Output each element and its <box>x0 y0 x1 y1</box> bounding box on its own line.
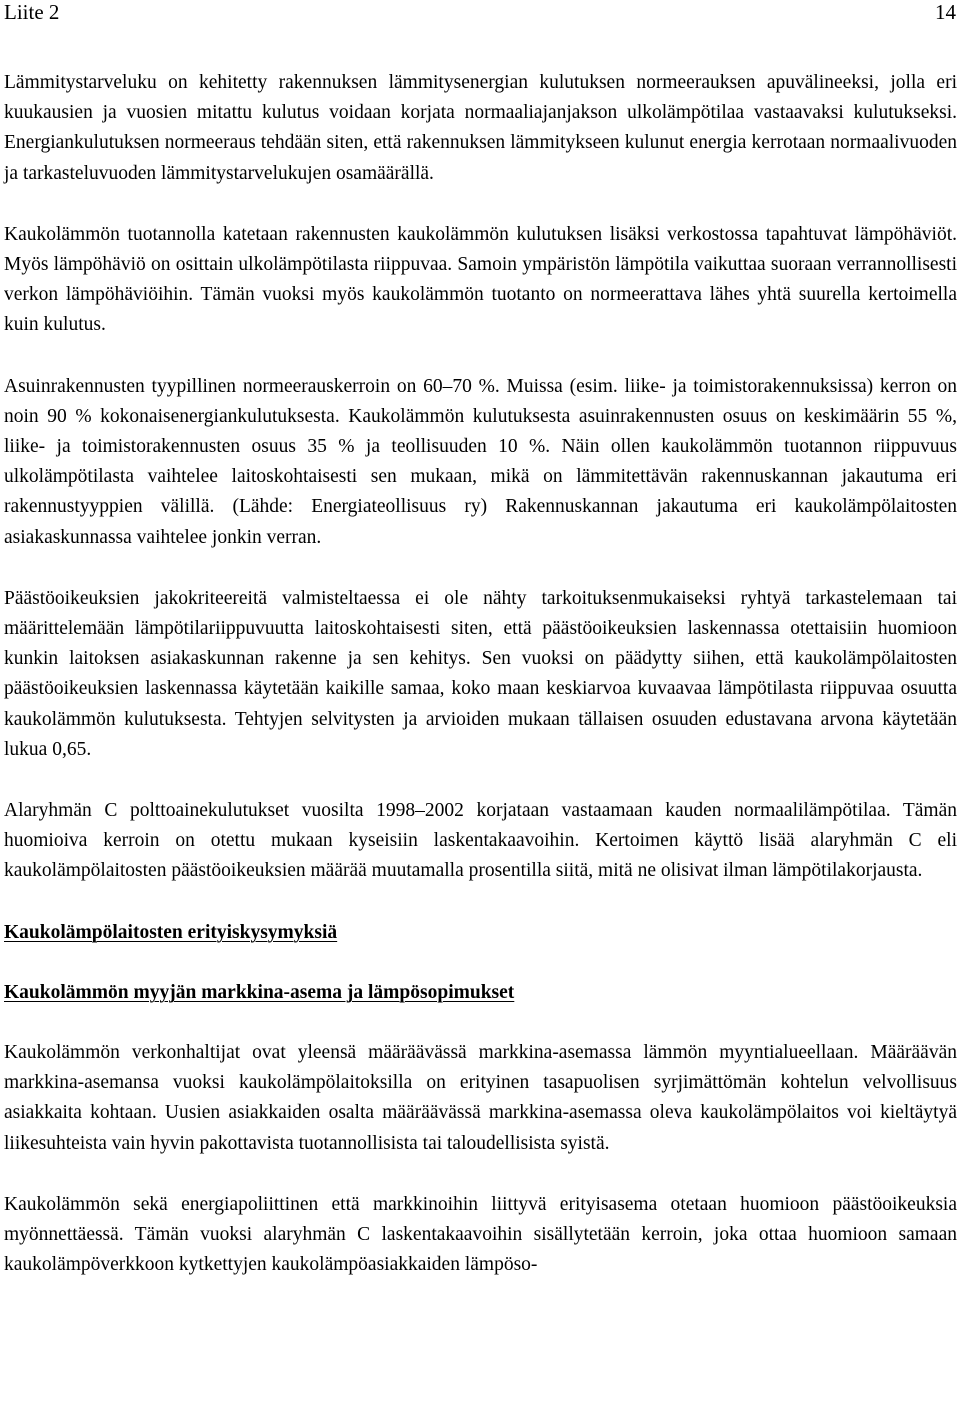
paragraph-heating-degree-days: Lämmitystarveluku on kehitetty rakennuksen lämmitysenergian kulutuksen normeerauksen apuvälineeksi, jolla eri kuukausien ja vuosien mitattu kulutus voidaan korjata normaaliajanjakson ulkolämpötilaa vastaavaksi kulutukseksi. Energiankulutuksen normeeraus tehdään siten, että rakennuksen lämmitykseen kulunut energia kerrotaan normaalivuoden ja tarkasteluvuoden lämmitystarvelukujen osamäärällä. <box>4 72 957 184</box>
page-header <box>4 0 956 30</box>
paragraph-special-status: Kaukolämmön sekä energiapoliittinen että markkinoihin liittyvä erityisasema otetaan huomioon päästöoikeuksia myönnettäessä. Tämän vuoksi alaryhmän C laskentakaavoihin sisällytetään kerroin, joka ottaa huomioon samaan kaukolämpöverkkoon kytkettyjen kaukolämpöasiakkaiden lämpöso- <box>4 1193 957 1276</box>
paragraph-subgroup-c-correction: Alaryhmän C polttoainekulutukset vuosilta 1998–2002 korjataan vastaamaan kauden normaalilämpötilaa. Tämän huomioiva kerroin on otettu mukaan kyseisiin laskentakaavoihin. Kertoimen käyttö lisää alaryhmän C eli kaukolämpölaitosten päästöoikeuksien määrää muutamalla prosentilla siitä, mitä ne olisivat ilman lämpötilakorjausta. <box>4 800 957 882</box>
paragraph-district-heat-production: Kaukolämmön tuotannolla katetaan rakennusten kaukolämmön kulutuksen lisäksi verkostossa tapahtuvat lämpöhäviöt. Myös lämpöhäviö on osittain ulkolämpötilasta riippuvaa. Samoin ympäristön lämpötila vaikuttaa suoraan verrannollisesti verkon lämpöhäviöihin. Tämän vuoksi myös kaukolämmön tuotanto on normeerattava lähes yhtä suurella kertoimella kuin kulutus. <box>4 223 957 336</box>
paragraph-normalization-coefficient: Asuinrakennusten tyypillinen normeerauskerroin on 60–70 %. Muissa (esim. liike- ja toimistorakennuksissa) kerron on noin 90 % kokonaisenergiankulutuksesta. Kaukolämmön kulutuksesta asuinrakennusten osuus on keskimäärin 55 %, liike- ja toimistorakennusten osuus 35 % ja teollisuuden 10 %. Näin ollen kaukolämmön tuotannon riippuvuus ulkolämpötilasta vaihtelee laitoskohtaisesti sen mukaan, mikä on lämmitettävän rakennuskannan jakautuma eri rakennustyyppien välillä. (Lähde: Energiateollisuus ry) Rakennuskannan jakautuma eri kaukolämpölaitosten asiakaskunnassa vaihtelee jonkin verran. <box>4 375 957 548</box>
paragraph-market-position: Kaukolämmön verkonhaltijat ovat yleensä määräävässä markkina-asemassa lämmön myyntialueellaan. Määräävän markkina-asemansa vuoksi kaukolämpölaitoksilla on erityinen tasapuolisen syrjimättömän kohtelun velvollisuus asiakkaita kohtaan. Uusien asiakkaiden osalta määräävässä markkina-asemassa oleva kaukolämpölaitos voi kieltäytyä liikesuhteista vain hyvin pakottavista tuotannollisista tai taloudellisista syistä. <box>4 1042 957 1154</box>
document-body <box>4 68 957 1281</box>
paragraph-allocation-criteria: Päästöoikeuksien jakokriteereitä valmisteltaessa ei ole nähty tarkoituksenmukaiseksi ryhtyä tarkastelemaan tai määrittelemään lämpötilariippuvuutta laitoskohtaisesti siten, että päästöoikeuksien laskennassa otettaisiin huomioon kunkin laitoksen asiakaskunnan rakenne ja sen kehitys. Sen vuoksi on päädytty siihen, että kaukolämpölaitosten päästöoikeuksien laskennassa käytetään kaikille samaa, koko maan keskiarvoa kuvaavaa lämpötilasta riippuvaa osuutta kaukolämmön kulutuksesta. Tehtyjen selvitysten ja arvioiden mukaan tällaisen osuuden edustavana arvona käytetään lukua 0,65. <box>4 587 957 760</box>
subsection-heading: Kaukolämmön myyjän markkina-asema ja lämpösopimukset <box>4 981 515 1003</box>
appendix-label: Liite 2 <box>4 0 60 24</box>
page-number: 14 <box>935 0 956 24</box>
section-heading: Kaukolämpölaitosten erityiskysymyksiä <box>4 921 338 943</box>
